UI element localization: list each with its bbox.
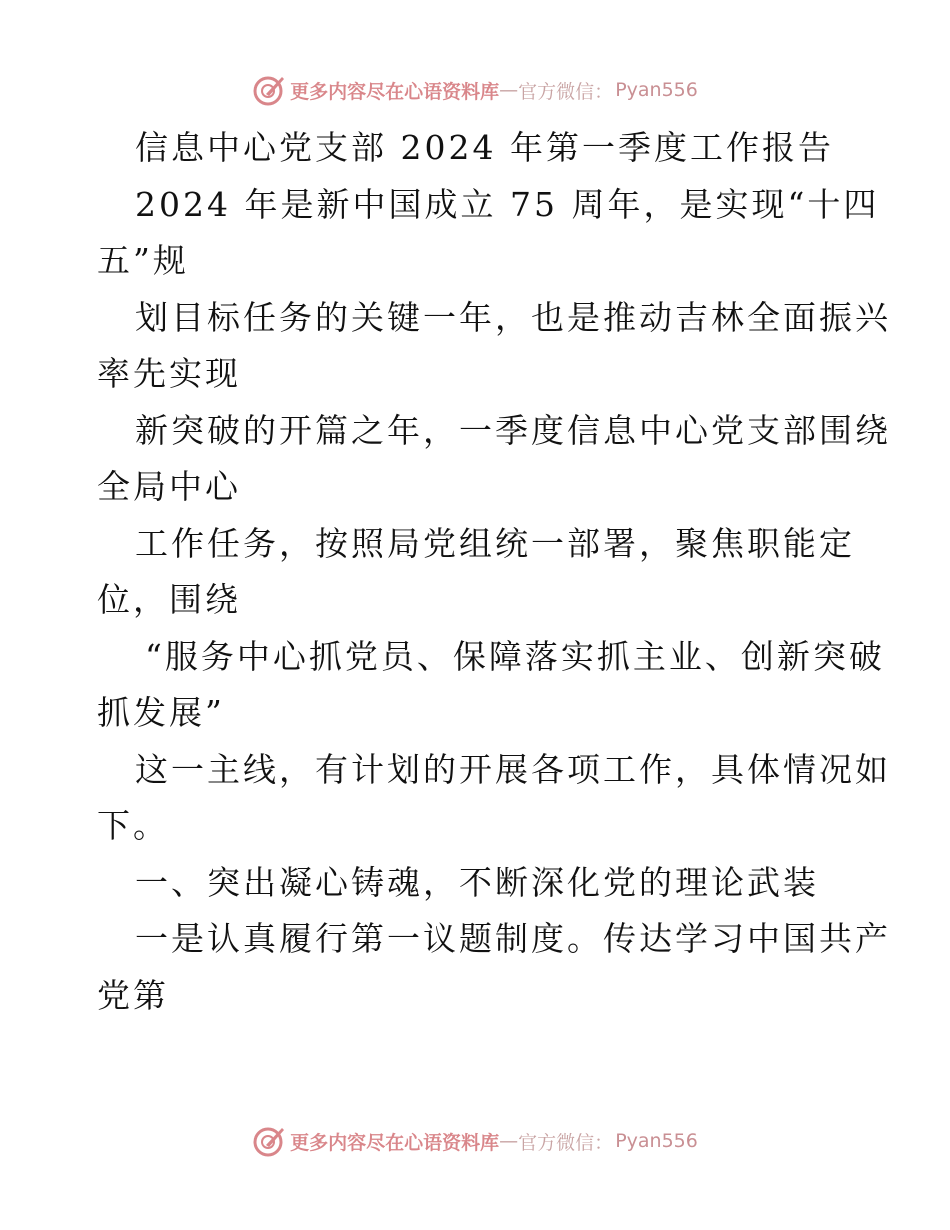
watermark-banner-bottom	[0, 1121, 950, 1161]
watermark-sub-text: 官方微信：	[518, 80, 614, 103]
text-line: 抓发展”	[97, 693, 225, 732]
watermark-banner-top	[0, 70, 950, 110]
text-line: 一是认真履行第一议题制度。传达学习中国共产	[135, 919, 891, 958]
watermark-dash: —	[499, 1130, 519, 1152]
text-line: 2024 年是新中国成立 75 周年，是实现“十四	[135, 184, 880, 224]
watermark-sub-text: 官方微信：	[518, 1131, 614, 1154]
text-line: 全局中心	[97, 467, 241, 506]
text-line: 划目标任务的关键一年，也是推动吉林全面振兴	[135, 297, 891, 337]
watermark-main-text: 更多内容尽在心语资料库	[290, 80, 500, 103]
text-line: 率先实现	[97, 354, 241, 393]
pen-logo-icon	[252, 1124, 286, 1158]
watermark-wechat-id: Pyan556	[615, 1130, 698, 1152]
text-line: 新突破的开篇之年，一季度信息中心党支部围绕	[135, 410, 891, 450]
watermark-wechat-id: Pyan556	[615, 79, 698, 101]
text-line: 这一主线，有计划的开展各项工作，具体情况如	[135, 749, 891, 789]
text-line: 工作任务，按照局党组统一部署，聚焦职能定	[135, 523, 855, 563]
text-line: 信息中心党支部 2024 年第一季度工作报告	[135, 128, 834, 167]
text-line: 五”规	[97, 241, 189, 280]
watermark-dash: —	[499, 79, 519, 101]
text-line: 位，围绕	[97, 580, 241, 619]
text-line: 党第	[97, 975, 169, 1015]
text-line: 下。	[97, 806, 169, 845]
watermark-main-text: 更多内容尽在心语资料库	[290, 1131, 500, 1154]
text-line: “服务中心抓党员、保障落实抓主业、创新突破	[145, 636, 885, 676]
pen-logo-icon	[252, 73, 286, 107]
text-line: 一、突出凝心铸魂，不断深化党的理论武装	[135, 862, 819, 902]
document-body	[97, 120, 891, 1024]
